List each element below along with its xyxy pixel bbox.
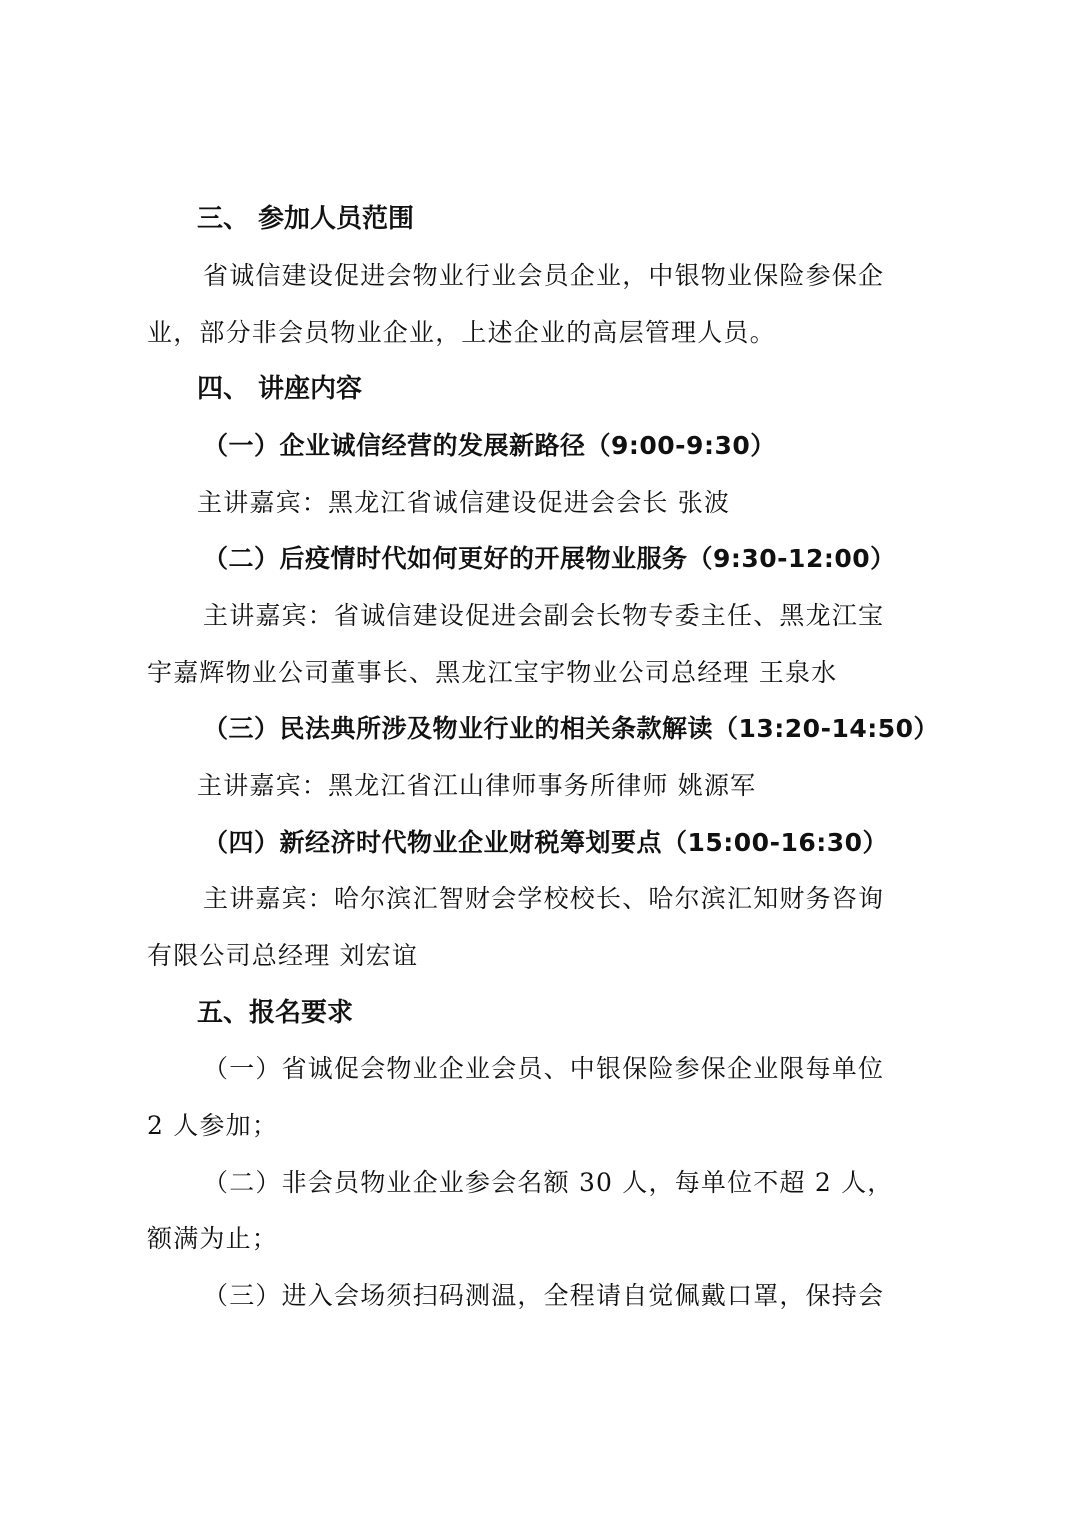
paragraph-line: 额满为止； bbox=[147, 1224, 279, 1253]
lecture-title-4: （四）新经济时代物业企业财税筹划要点（15:00-16:30） bbox=[203, 828, 889, 857]
speaker-line: 主讲嘉宾：黑龙江省诚信建设促进会会长 张波 bbox=[197, 488, 731, 517]
paragraph-line: 业，部分非会员物业企业，上述企业的高层管理人员。 bbox=[147, 318, 776, 347]
lecture-title-3: （三）民法典所涉及物业行业的相关条款解读（13:20-14:50） bbox=[203, 714, 940, 743]
speaker-line: 主讲嘉宾：哈尔滨汇智财会学校校长、哈尔滨汇知财务咨询 bbox=[203, 884, 885, 913]
paragraph-line: （二）非会员物业企业参会名额 30 人，每单位不超 2 人， bbox=[203, 1168, 894, 1197]
paragraph-line: 2 人参加； bbox=[147, 1111, 279, 1140]
section-heading-4: 四、 讲座内容 bbox=[197, 374, 363, 404]
paragraph-line: 省诚信建设促进会物业行业会员企业，中银物业保险参保企 bbox=[203, 261, 885, 290]
paragraph-line: （一）省诚促会物业企业会员、中银保险参保企业限每单位 bbox=[203, 1054, 885, 1083]
section-heading-5: 五、报名要求 bbox=[197, 998, 354, 1028]
section-heading-3: 三、 参加人员范围 bbox=[197, 204, 415, 234]
speaker-line: 主讲嘉宾：黑龙江省江山律师事务所律师 姚源军 bbox=[197, 771, 757, 800]
speaker-line: 宇嘉辉物业公司董事长、黑龙江宝宇物业公司总经理 王泉水 bbox=[147, 658, 838, 687]
lecture-title-1: （一）企业诚信经营的发展新路径（9:00-9:30） bbox=[203, 431, 776, 460]
paragraph-line: （三）进入会场须扫码测温，全程请自觉佩戴口罩，保持会 bbox=[203, 1281, 885, 1310]
speaker-line: 有限公司总经理 刘宏谊 bbox=[147, 941, 419, 970]
lecture-title-2: （二）后疫情时代如何更好的开展物业服务（9:30-12:00） bbox=[203, 544, 896, 573]
speaker-line: 主讲嘉宾：省诚信建设促进会副会长物专委主任、黑龙江宝 bbox=[203, 601, 885, 630]
